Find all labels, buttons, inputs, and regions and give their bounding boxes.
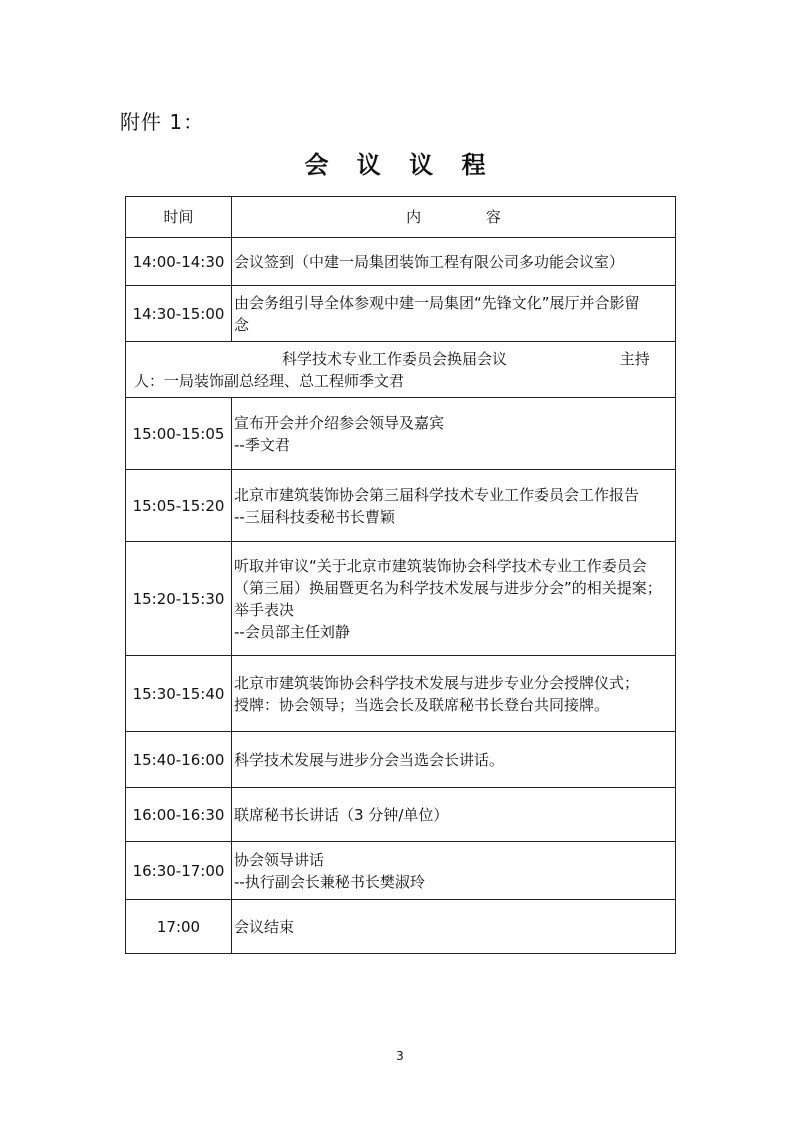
row-line: 北京市建筑装饰协会科学技术发展与进步专业分会授牌仪式； [234,673,640,692]
row-content [232,470,676,542]
table-row [126,398,676,470]
table-row [126,238,676,286]
header-content-label: 内 容 [406,208,531,226]
row-line: --三届科技委秘书长曹颖 [234,507,395,526]
annex-label: 附件 1： [120,110,205,134]
row-content [232,238,676,286]
row-line: 北京市建筑装饰协会第三届科学技术专业工作委员会工作报告 [234,485,640,504]
table-row [126,842,676,900]
table-row [126,788,676,842]
section-title: 科学技术专业工作委员会换届会议 [282,349,508,368]
row-content [232,286,676,342]
row-content [232,732,676,788]
row-line: 宣布开会并介绍参会领导及嘉宾 [234,413,445,432]
row-content [232,656,676,732]
section-content [126,342,676,398]
row-time: 17:00 [126,900,232,954]
row-line: 科学技术发展与进步分会当选会长讲话。 [234,750,505,769]
row-time: 16:30-17:00 [126,842,232,900]
row-content [232,788,676,842]
section-row [126,342,676,398]
row-line: 授牌：协会领导；当选会长及联席秘书长登台共同接牌。 [234,695,610,714]
row-time: 14:30-15:00 [126,286,232,342]
row-line: 听取并审议“关于北京市建筑装饰协会科学技术专业工作委员会 [234,556,647,575]
row-content [232,398,676,470]
table-row [126,542,676,656]
row-time: 15:05-15:20 [126,470,232,542]
row-line: 念 [234,315,250,334]
row-line: （第三届）换届暨更名为科学技术发展与进步分会”的相关提案； [234,578,662,597]
row-line: 举手表决 [234,600,295,619]
table-row [126,732,676,788]
row-time: 16:00-16:30 [126,788,232,842]
row-line: 会议签到（中建一局集团装饰工程有限公司多功能会议室） [234,252,625,271]
section-host: 主持人：一局装饰副总经理、总工程师季文君 [134,349,650,390]
header-time: 时间 [126,197,232,238]
row-content [232,900,676,954]
row-line: --会员部主任刘静 [234,622,350,641]
page-title: 会 议 议 程 [304,151,496,179]
row-line: 会议结束 [234,917,295,936]
row-content [232,842,676,900]
row-time: 15:40-16:00 [126,732,232,788]
row-line: --季文君 [234,435,290,454]
row-time: 15:30-15:40 [126,656,232,732]
row-time: 15:20-15:30 [126,542,232,656]
page-number: 3 [396,1049,404,1063]
table-row [126,900,676,954]
table-header-row [126,197,676,238]
header-content [232,197,676,238]
table-row [126,656,676,732]
row-line: 由会务组引导全体参观中建一局集团“先锋文化”展厅并合影留 [234,293,640,312]
table-row [126,286,676,342]
agenda-table [125,196,676,954]
row-line: 协会领导讲话 [234,850,325,869]
row-line: 联席秘书长讲话（3 分钟/单位） [234,805,449,824]
row-line: --执行副会长兼秘书长樊淑玲 [234,872,425,891]
row-time: 15:00-15:05 [126,398,232,470]
row-content [232,542,676,656]
row-time: 14:00-14:30 [126,238,232,286]
table-row [126,470,676,542]
